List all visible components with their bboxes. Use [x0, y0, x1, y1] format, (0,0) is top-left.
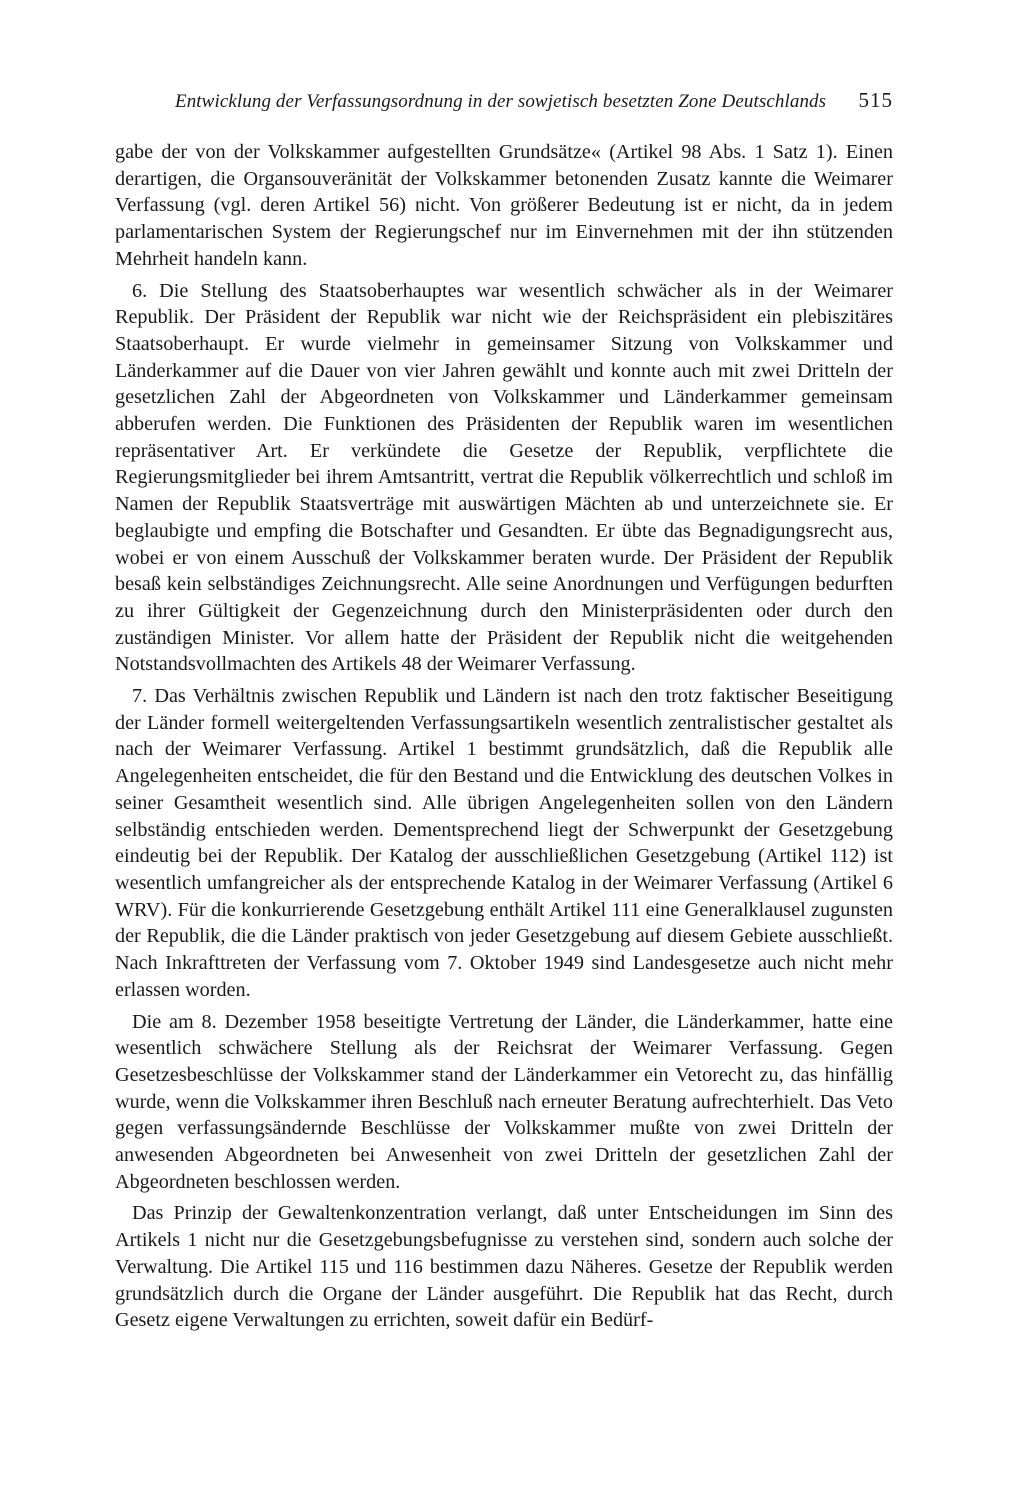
running-head: [115, 88, 893, 113]
paragraph-gewaltenkonzentration: Das Prinzip der Gewaltenkonzentration verlangt, daß unter Entscheidungen im Sinn des Artikels 1 nicht nur die Gesetzgebungsbefugnisse zu verstehen sind, sondern auch solche der Verwaltung. Die Artikel 115 und 116 bestimmen dazu Näheres. Gesetze der Republik werden grundsätzlich durch die Organe der Länder ausgeführt. Die Republik hat das Recht, durch Gesetz eigene Verwaltungen zu errichten, soweit dafür ein Bedürf-: [115, 1202, 893, 1332]
body-text: [115, 139, 893, 1334]
page-number: 515: [858, 88, 893, 112]
paragraph-continuation: gabe der von der Volkskammer aufgestellten Grundsätze« (Artikel 98 Abs. 1 Satz 1). Einen derartigen, die Organsouveränität der Volkskammer betonenden Zusatz kannte die Weimarer Verfassung (vgl. deren Artikel 56) nicht. Von größerer Bedeutung ist er nicht, da in jedem parlamentarischen System der Regierungschef nur im Einvernehmen mit der ihn stützenden Mehrheit handeln kann.: [115, 141, 893, 270]
book-page: [115, 88, 893, 1334]
running-title: Entwicklung der Verfassungsordnung in der sowjetisch besetzten Zone Deutschlands: [175, 91, 827, 112]
paragraph-section-7: 7. Das Verhältnis zwischen Republik und Ländern ist nach den trotz faktischer Beseitigung der Länder formell weitergeltenden Verfassungsartikeln wesentlich zentralistischer gestaltet als nach der Weimarer Verfassung. Artikel 1 bestimmt grundsätzlich, daß die Republik alle Angelegenheiten entscheidet, die für den Bestand und die Entwicklung des deutschen Volkes in seiner Gesamtheit wesentlich sind. Alle übrigen Angelegenheiten sollen von den Ländern selbständig entschieden werden. Dementsprechend liegt der Schwerpunkt der Gesetzgebung eindeutig bei der Republik. Der Katalog der ausschließlichen Gesetzgebung (Artikel 112) ist wesentlich umfangreicher als der entsprechende Katalog in der Weimarer Verfassung (Artikel 6 WRV). Für die konkurrierende Gesetzgebung enthält Artikel 111 eine Generalklausel zugunsten der Republik, die die Länder praktisch von jeder Gesetzgebung auf diesem Gebiete ausschließt. Nach Inkrafttreten der Verfassung vom 7. Oktober 1949 sind Landesgesetze auch nicht mehr erlassen worden.: [115, 685, 893, 1001]
paragraph-section-6: 6. Die Stellung des Staatsoberhauptes war wesentlich schwächer als in der Weimarer Republik. Der Präsident der Republik war nicht wie der Reichspräsident ein plebiszitäres Staatsoberhaupt. Er wurde vielmehr in gemeinsamer Sitzung von Volkskammer und Länderkammer auf die Dauer von vier Jahren gewählt und konnte auch mit zwei Dritteln der gesetzlichen Zahl der Abgeordneten von Volkskammer und Länderkammer gemeinsam abberufen werden. Die Funktionen des Präsidenten der Republik waren im wesentlichen repräsentativer Art. Er verkündete die Gesetze der Republik, verpflichtete die Regierungsmitglieder bei ihrem Amtsantritt, vertrat die Republik völkerrechtlich und schloß im Namen der Republik Staatsverträge mit auswärtigen Mächten ab und unterzeichnete sie. Er beglaubigte und empfing die Botschafter und Gesandten. Er übte das Begnadigungsrecht aus, wobei er von einem Ausschuß der Volkskammer beraten wurde. Der Präsident der Republik besaß kein selbständiges Zeichnungsrecht. Alle seine Anordnungen und Verfügungen bedurften zu ihrer Gültigkeit der Gegenzeichnung durch den Ministerpräsidenten oder durch den zuständigen Minister. Vor allem hatte der Präsident der Republik nicht die weitgehenden Notstandsvollmachten des Artikels 48 der Weimarer Verfassung.: [115, 279, 893, 676]
paragraph-laenderkammer: Die am 8. Dezember 1958 beseitigte Vertretung der Länder, die Länderkammer, hatte eine wesentlich schwächere Stellung als der Reichsrat der Weimarer Verfassung. Gegen Gesetzesbeschlüsse der Volkskammer stand der Länderkammer ein Vetorecht zu, das hinfällig wurde, wenn die Volkskammer ihren Beschluß nach erneuter Beratung aufrechterhielt. Das Veto gegen verfassungsändernde Beschlüsse der Volkskammer mußte von zwei Dritteln der anwesenden Abgeordneten bei Anwesenheit von zwei Dritteln der gesetzlichen Zahl der Abgeordneten beschlossen werden.: [115, 1010, 893, 1193]
